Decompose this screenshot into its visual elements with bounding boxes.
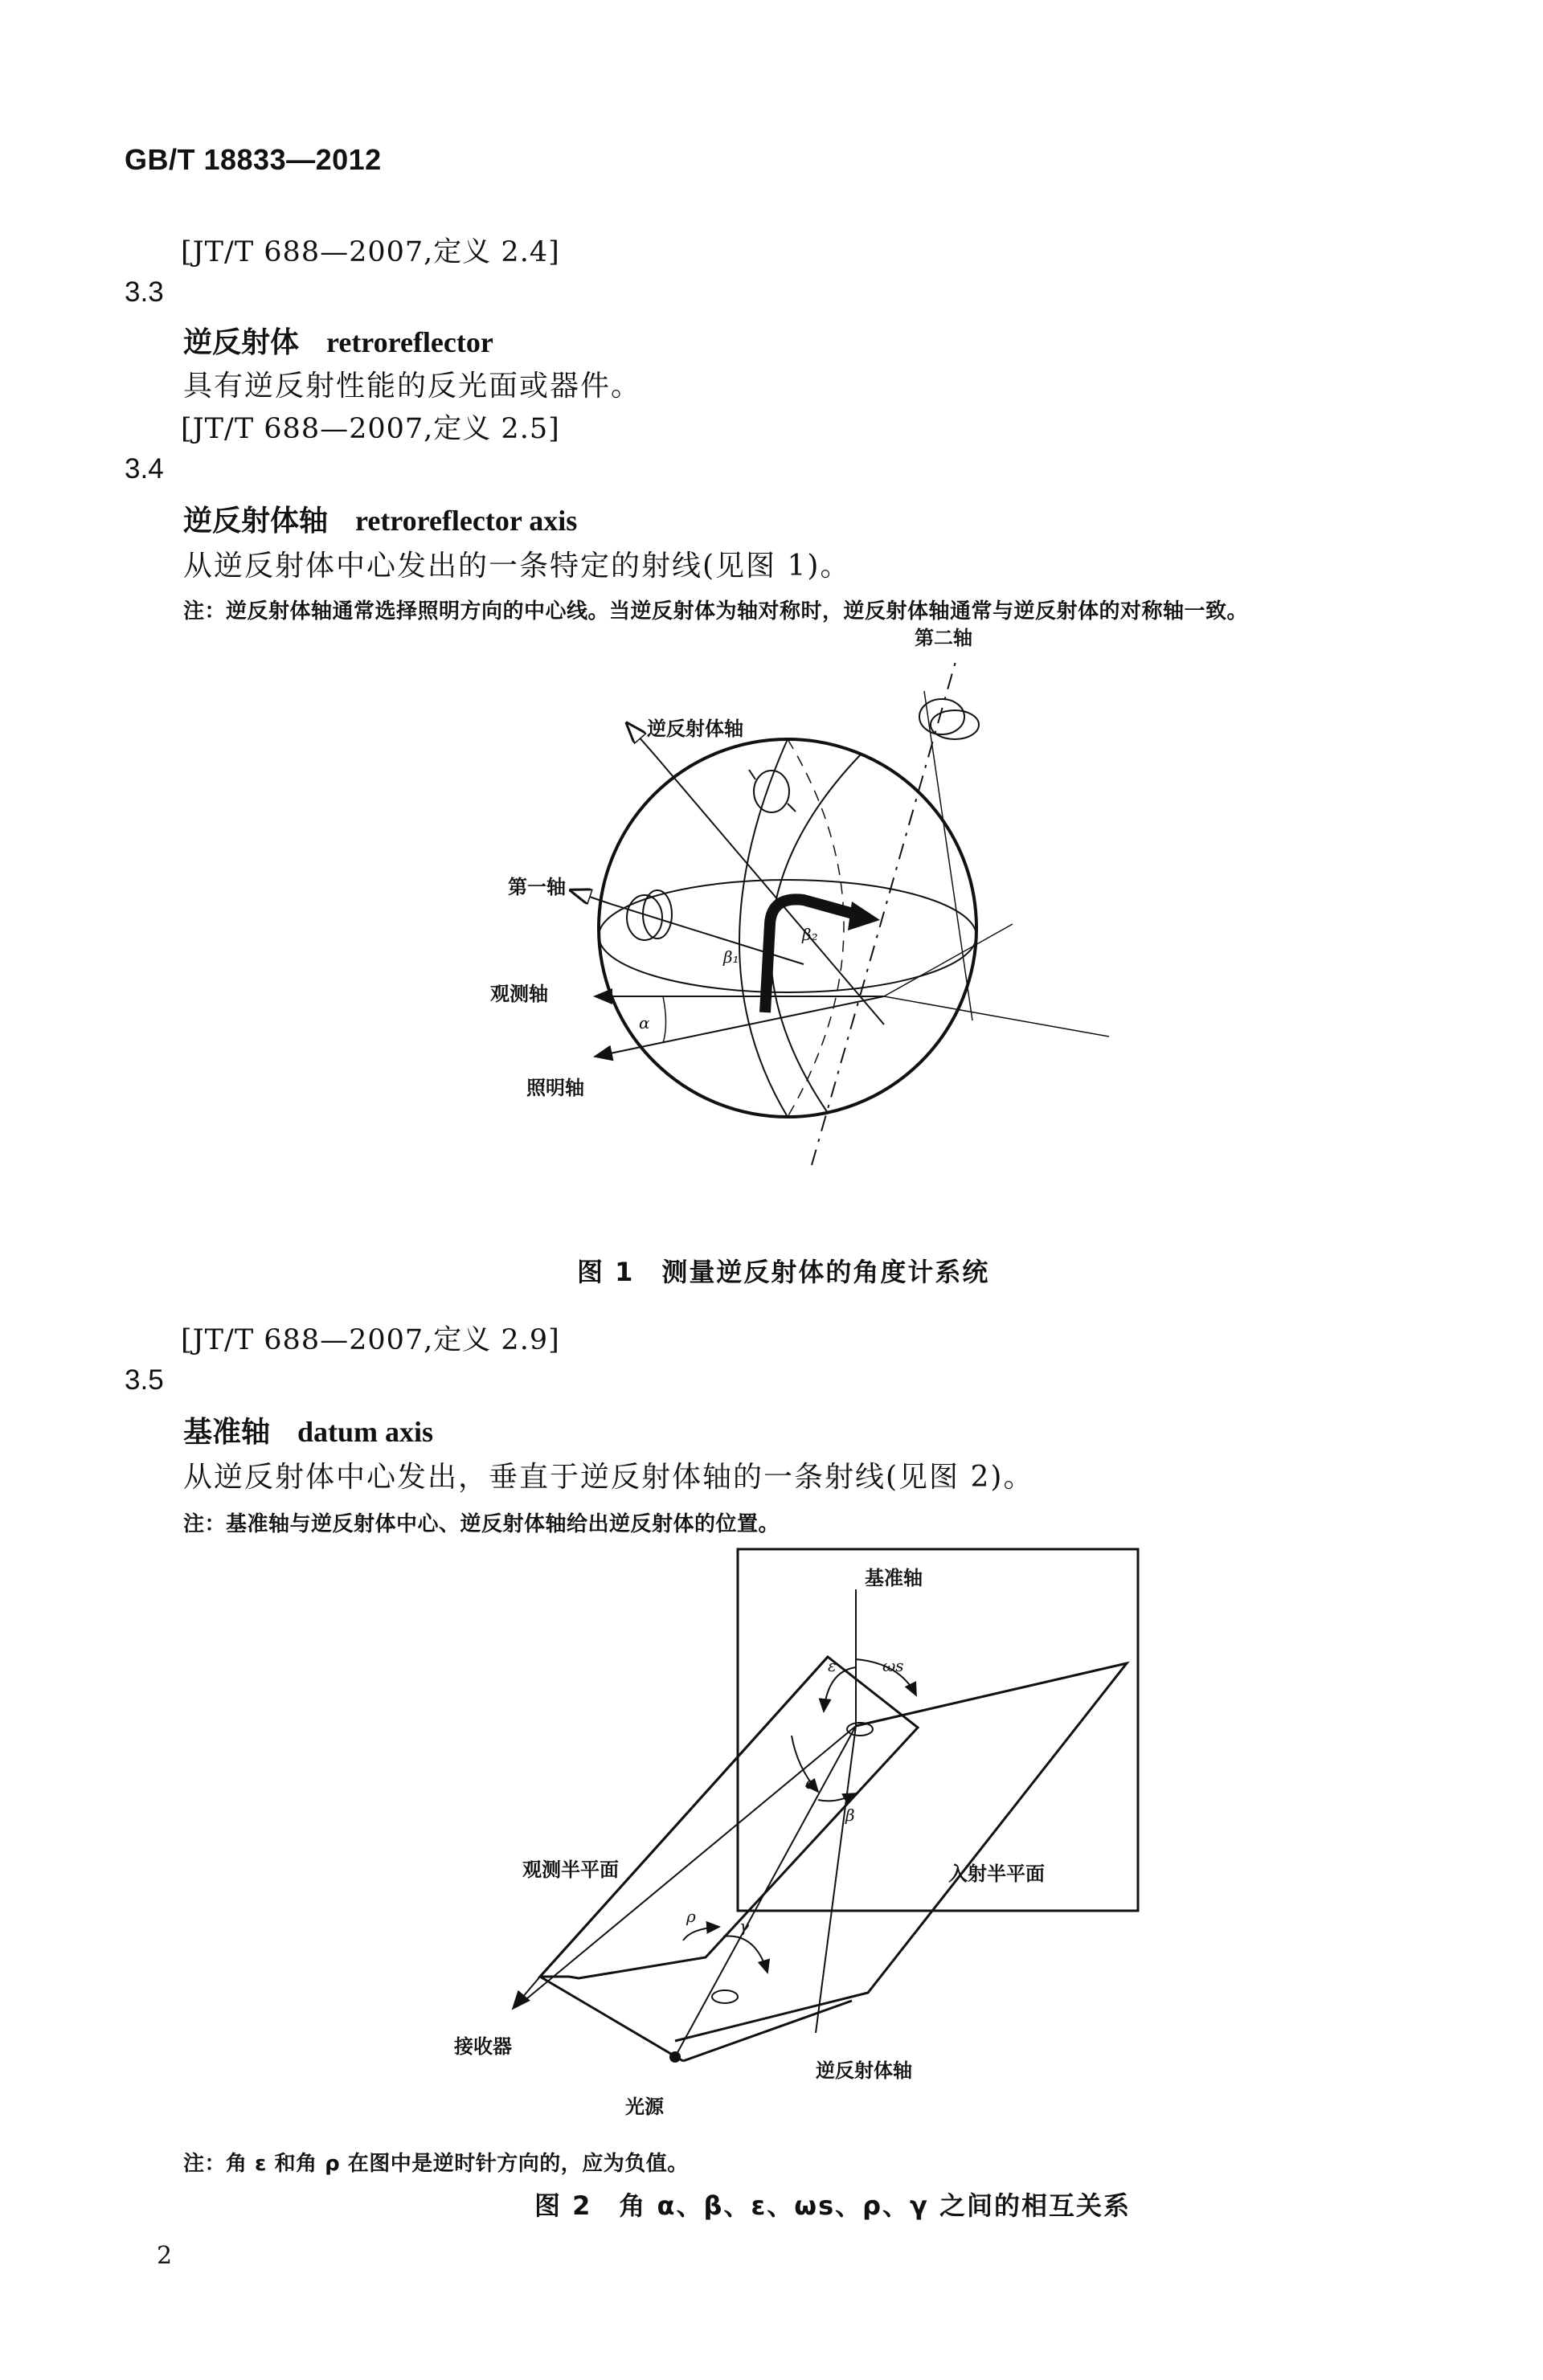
label-observation-axis: 观测轴	[490, 983, 548, 1005]
definition-3-5: 从逆反射体中心发出，垂直于逆反射体轴的一条射线(见图 2)。	[183, 1461, 1034, 1494]
label-retroreflector-axis: 逆反射体轴	[816, 2059, 912, 2082]
term-datum-axis	[183, 1409, 433, 1450]
sphere-outline	[599, 739, 976, 1117]
term-cn: 逆反射体轴	[183, 504, 329, 538]
reference-2-4: [JT/T 688—2007,定义 2.4]	[181, 236, 560, 268]
label-receiver: 接收器	[454, 2035, 512, 2058]
label-omega-s: ωs	[882, 1656, 904, 1675]
receiver-arrow	[513, 1977, 540, 2009]
rho-arc	[683, 1927, 719, 1940]
term-en: datum axis	[297, 1416, 434, 1448]
axis-extension	[884, 996, 1109, 1037]
retroreflector-center-bottom	[712, 1990, 738, 2003]
term-cn: 基准轴	[183, 1415, 271, 1449]
label-illumination-axis: 照明轴	[526, 1077, 584, 1099]
clause-number-3-4: 3.4	[125, 453, 164, 485]
definition-3-3: 具有逆反射性能的反光面或器件。	[183, 370, 642, 403]
label-observation-half-plane: 观测半平面	[522, 1859, 619, 1881]
label-rho: ρ	[686, 1907, 696, 1926]
standard-code: GB/T 18833—2012	[125, 143, 382, 176]
alpha-arc	[663, 996, 666, 1043]
second-axis-upper	[924, 691, 972, 1020]
term-en: retroreflector	[326, 326, 493, 358]
label-light-source: 光源	[625, 2096, 664, 2118]
clause-number-3-3: 3.3	[125, 276, 164, 308]
label-retroreflector-axis: 逆反射体轴	[647, 718, 743, 740]
observation-half-plane	[540, 1657, 918, 1978]
entrance-plane-outline	[675, 1663, 1127, 2041]
figure-1-goniometer-diagram	[450, 619, 1157, 1237]
figure-2-angle-relationship-diagram	[450, 1543, 1173, 2137]
axis-extension-2	[884, 924, 1013, 996]
page-number: 2	[157, 2242, 173, 2270]
label-beta1: β₁	[723, 947, 739, 967]
term-retroreflector-axis	[183, 498, 577, 539]
meridian-arc-front	[739, 739, 788, 1117]
beta-arrow-head	[848, 902, 880, 930]
label-alpha: α	[639, 1013, 650, 1033]
note-3-5: 注：基准轴与逆反射体中心、逆反射体轴给出逆反射体的位置。	[183, 1512, 780, 1536]
observation-plane-edge	[540, 1657, 828, 1977]
term-retroreflector	[183, 320, 493, 361]
reference-2-5: [JT/T 688—2007,定义 2.5]	[181, 413, 560, 445]
gamma-arc	[723, 1936, 767, 1973]
label-gamma: γ	[739, 1916, 749, 1936]
retroreflector-axis-line	[816, 1726, 856, 2033]
plane-bottom-edge	[683, 2001, 852, 2061]
figure-1-caption: 图 1 测量逆反射体的角度计系统	[577, 1257, 990, 1287]
definition-3-4: 从逆反射体中心发出的一条特定的射线(见图 1)。	[183, 550, 851, 583]
term-en: retroreflector axis	[355, 505, 578, 537]
note-3-4: 注：逆反射体轴通常选择照明方向的中心线。当逆反射体为轴对称时，逆反射体轴通常与逆反射体的对称轴一致。	[183, 599, 1249, 624]
illumination-ray	[675, 1726, 856, 2057]
label-second-axis: 第二轴	[915, 627, 972, 649]
figure-2-caption: 图 2 角 α、β、ε、ωs、ρ、γ 之间的相互关系	[534, 2190, 1131, 2221]
light-source-dot	[669, 2051, 681, 2063]
plane-lower-edge	[540, 1977, 683, 2061]
label-alpha: α	[805, 1773, 817, 1793]
reference-2-9: [JT/T 688—2007,定义 2.9]	[181, 1324, 560, 1356]
label-datum-axis: 基准轴	[865, 1567, 923, 1589]
illumination-axis-line	[595, 996, 884, 1057]
label-first-axis: 第一轴	[508, 876, 566, 898]
label-entrance-half-plane: 入射半平面	[948, 1863, 1045, 1885]
clause-number-3-5: 3.5	[125, 1364, 164, 1396]
label-beta2: β₂	[802, 925, 818, 944]
label-epsilon: ε	[828, 1656, 837, 1675]
note-figure-2: 注：角 ε 和角 ρ 在图中是逆时针方向的，应为负值。	[183, 2152, 689, 2176]
first-axis-arrow	[571, 890, 611, 904]
term-cn: 逆反射体	[183, 325, 300, 359]
label-beta: β	[845, 1805, 855, 1825]
